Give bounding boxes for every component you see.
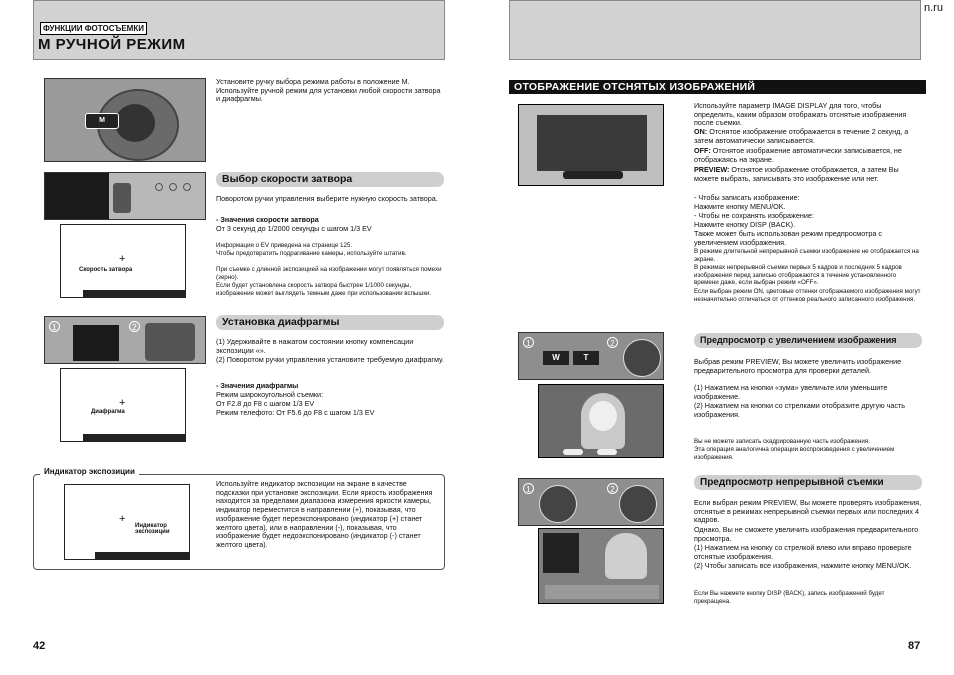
on-text: Отснятое изображение отображается в течение 2 секунд, а затем автоматически записывается. <box>694 127 909 145</box>
norecord-line-1: - Чтобы не сохранять изображение: <box>694 211 814 220</box>
shutter-screen: + Скорость затвора <box>60 224 186 298</box>
display-note-1: В режиме длительной непрерывной съемки изображение не отображается на экране. <box>694 248 919 263</box>
exposure-heading: Индикатор экспозиции <box>40 467 139 476</box>
section-tag: ФУНКЦИИ ФОТОСЪЕМКИ <box>40 22 147 35</box>
shutter-note-1: Информация о EV приведена на странице 125. <box>216 242 353 249</box>
norecord-line-2: Нажмите кнопку DISP (BACK). <box>694 220 795 229</box>
aperture-values-3: Режим телефото: От F5.6 до F8 с шагом 1/3 EV <box>216 408 375 417</box>
zoom-step-2-text: (2) Нажатием на кнопки со стрелками отобразите другую часть изображения. <box>694 401 906 419</box>
cont-step-1: 1 <box>523 483 534 494</box>
preview-label: PREVIEW: <box>694 165 730 174</box>
zoom-preview-screen <box>538 384 664 458</box>
display-note-2: В режимах непрерывной съемки первых 5 кадров и последних 5 кадров изображения перед записью отображаются в течение установленного времени даже, если выбран режим «OFF». <box>694 264 902 287</box>
aperture-text-2: (2) Поворотом ручки управления установите требуемую диафрагму. <box>216 355 444 364</box>
zoom-t-button: T <box>573 351 599 365</box>
step-1-marker: 1 <box>49 321 60 332</box>
left-page-number: 42 <box>33 640 46 652</box>
mode-dial-photo <box>44 78 206 162</box>
also-text: Также может быть использован режим предпросмотра с увеличением изображения. <box>694 229 882 247</box>
shutter-values-title: - Значения скорости затвора <box>216 215 319 224</box>
continuous-step-2: (2) Чтобы записать все изображения, нажмите кнопку MENU/OK. <box>694 561 912 570</box>
shutter-note-2: Чтобы предотвратить подрагивание камеры, используйте штатив. <box>216 250 407 257</box>
aperture-values-title: - Значения диафрагмы <box>216 381 299 390</box>
dial-m-label: M <box>85 113 119 129</box>
image-display-menu-screen <box>518 104 664 186</box>
shutter-text: Поворотом ручки управления выберите нужную скорость затвора. <box>216 194 438 203</box>
off-label: OFF: <box>694 146 711 155</box>
zoom-note-2: Эта операция аналогична операции воспроизведения с увеличением изображения. <box>694 446 895 461</box>
continuous-preview-screen <box>538 528 664 604</box>
off-option <box>694 147 922 164</box>
continuous-text-2: Однако, Вы не сможете увеличить изображения предварительного просмотра. <box>694 525 919 543</box>
shutter-values: От 3 секунд до 1/2000 секунды с шагом 1/3 EV <box>216 224 372 233</box>
record-line-1: - Чтобы записать изображение: <box>694 193 800 202</box>
zoom-note-1: Вы не можете записать скадрированную часть изображения. <box>694 438 870 445</box>
exposure-text: Используйте индикатор экспозиции на экране в качестве подсказки при установке экспозиции. Если яркость изображения находится за пределами диапазона измерения яркости камеры, индикатор переместится в направлении (+), показывая, что изображение будет переэкспонировано (индикатор (+) станет желтого цвета), или в направлении (-), показывая, что изображение будет недоэкспонировано (индикатор (-) станет желтого цвета). <box>216 479 433 549</box>
step-2-marker: 2 <box>129 321 140 332</box>
camera-back-photo-1 <box>44 172 206 220</box>
off-text: Отснятое изображение автоматически записывается, не отображаясь на экране. <box>694 146 902 164</box>
zoom-step-2: 2 <box>607 337 618 348</box>
camera-steps-photo <box>44 316 206 364</box>
exposure-screen-label: Индикатор экспозиции <box>135 523 170 535</box>
shutter-heading: Выбор скорости затвора <box>216 172 444 187</box>
preview-text: Отснятое изображение отображается, а затем Вы можете выбрать, записывать это изображение или нет. <box>694 165 899 183</box>
right-page-number: 87 <box>908 640 921 652</box>
zoom-step-1-text: (1) Нажатием на кнопки «зума» увеличьте или уменьшите изображение. <box>694 383 888 401</box>
right-intro: Используйте параметр IMAGE DISPLAY для того, чтобы определить, каким образом отображать отснятые изображения после съемки. <box>694 101 907 128</box>
display-note-3: Если выбран режим ON, цветовые оттенки отображаемого изображения могут незначительно отличаться от оттенков реального записанного изображения. <box>694 288 921 303</box>
continuous-heading: Предпросмотр непрерывной съемки <box>694 475 922 490</box>
on-option <box>694 128 922 145</box>
shutter-screen-label: Скорость затвора <box>79 267 133 273</box>
shutter-note-4: Если будет установлена скорость затвора быстрее 1/1000 секунды, изображение может выглядеть темным даже при использовании вспышки. <box>216 282 432 297</box>
aperture-screen-label: Диафрагма <box>91 409 125 415</box>
continuous-step-1: (1) Нажатием на кнопку со стрелкой влево или вправо проверьте отснятые изображения. <box>694 543 912 561</box>
zoom-w-button: W <box>543 351 569 365</box>
page-title: M РУЧНОЙ РЕЖИМ <box>38 36 186 53</box>
corner-text: n.ru <box>924 2 943 14</box>
zoom-text: Выбрав режим PREVIEW, Вы можете увеличить изображение предварительного просмотра для проверки деталей. <box>694 357 902 375</box>
right-section-heading: ОТОБРАЖЕНИЕ ОТСНЯТЫХ ИЗОБРАЖЕНИЙ <box>509 80 926 94</box>
exposure-screen: + Индикатор экспозиции <box>64 484 190 560</box>
record-line-2: Нажмите кнопку MENU/OK. <box>694 202 786 211</box>
aperture-heading: Установка диафрагмы <box>216 315 444 330</box>
zoom-heading: Предпросмотр с увеличением изображения <box>694 333 922 348</box>
shutter-note-3: При съемке с длинной экспозицией на изображении могут появляться помехи (зерно). <box>216 266 442 281</box>
continuous-note: Если Вы нажмете кнопку DISP (BACK), запись изображений будет прекращена. <box>694 590 885 605</box>
continuous-text-1: Если выбран режим PREVIEW, Вы можете проверять изображения, отснятые в режимах непрерывной съемки первых или последних 4 кадров. <box>694 498 922 525</box>
zoom-step-1: 1 <box>523 337 534 348</box>
cont-step-2: 2 <box>607 483 618 494</box>
zoom-buttons-photo <box>518 332 664 380</box>
on-label: ON: <box>694 127 708 136</box>
continuous-buttons-photo <box>518 478 664 526</box>
aperture-values-2: От F2.8 до F8 с шагом 1/3 EV <box>216 399 315 408</box>
aperture-screen: + Диафрагма <box>60 368 186 442</box>
preview-option <box>694 166 922 183</box>
right-header-band <box>509 0 921 60</box>
aperture-text-1: (1) Удерживайте в нажатом состоянии кнопку компенсации экспозиции «». <box>216 337 414 355</box>
intro-text: Установите ручку выбора режима работы в положение M. Используйте ручной режим для установки любой скорости затвора и диафрагмы. <box>216 77 441 104</box>
aperture-values-1: Режим широкоугольной съемки: <box>216 390 324 399</box>
